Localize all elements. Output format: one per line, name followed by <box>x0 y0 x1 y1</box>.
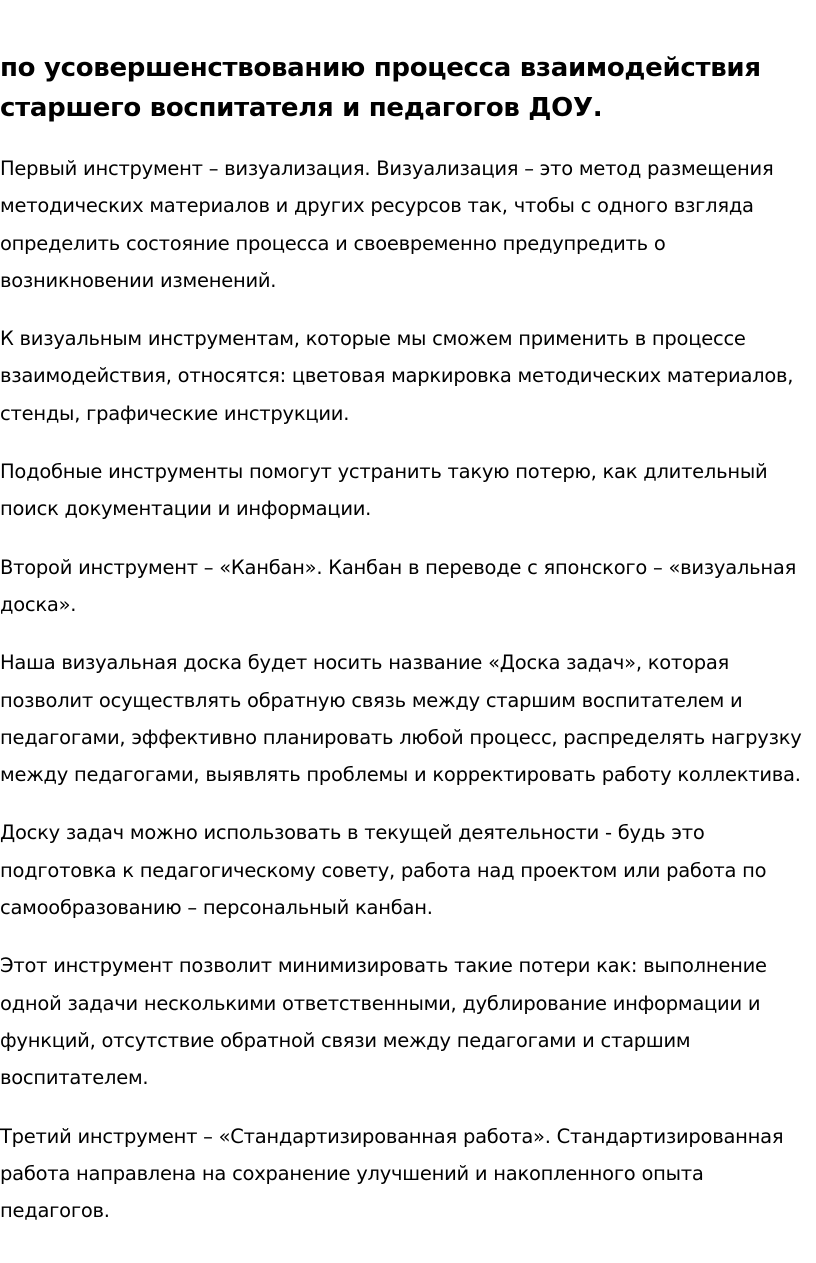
paragraph-losses-minimized: Этот инструмент позволит минимизировать такие потери как: выполнение одной задачи несколькими ответственными, дублирование информации и функций, отсутствие обратной связи между педагогами и старшим воспитателем. <box>0 954 767 1090</box>
paragraph-standardized-work: Третий инструмент – «Стандартизированная работа». Стандартизированная работа направлена на сохранение улучшений и накопленного опыта педагогов. <box>0 1124 784 1223</box>
document-title: по усовершенствованию процесса взаимодействия старшего воспитателя и педагогов ДОУ. <box>0 53 761 123</box>
paragraph-task-board-usage: Доску задач можно использовать в текущей деятельности - будь это подготовка к педагогическому совету, работа над проектом или работа по самообразованию – персональный канбан. <box>0 821 767 920</box>
paragraph-kanban: Второй инструмент – «Канбан». Канбан в переводе с японского – «визуальная доска». <box>0 555 797 616</box>
paragraph-losses-search: Подобные инструменты помогут устранить такую потерю, как длительный поиск документации и информации. <box>0 460 768 521</box>
paragraph-visual-tools: К визуальным инструментам, которые мы сможем применить в процессе взаимодействия, относятся: цветовая маркировка методических материалов, стенды, графические инструкции. <box>0 327 794 425</box>
paragraph-visualization: Первый инструмент – визуализация. Визуализация – это метод размещения методических материалов и других ресурсов так, чтобы с одного взгляда определить состояние процесса и своевременно предупредить о возникновении изменений. <box>0 157 774 292</box>
paragraph-task-board: Наша визуальная доска будет носить название «Доска задач», которая позволит осуществлять обратную связь между старшим воспитателем и педагогами, эффективно планировать любой процесс, распределять нагрузку между педагогами, выявлять проблемы и корректировать работу коллектива. <box>0 651 802 787</box>
document-page <box>0 48 816 1250</box>
